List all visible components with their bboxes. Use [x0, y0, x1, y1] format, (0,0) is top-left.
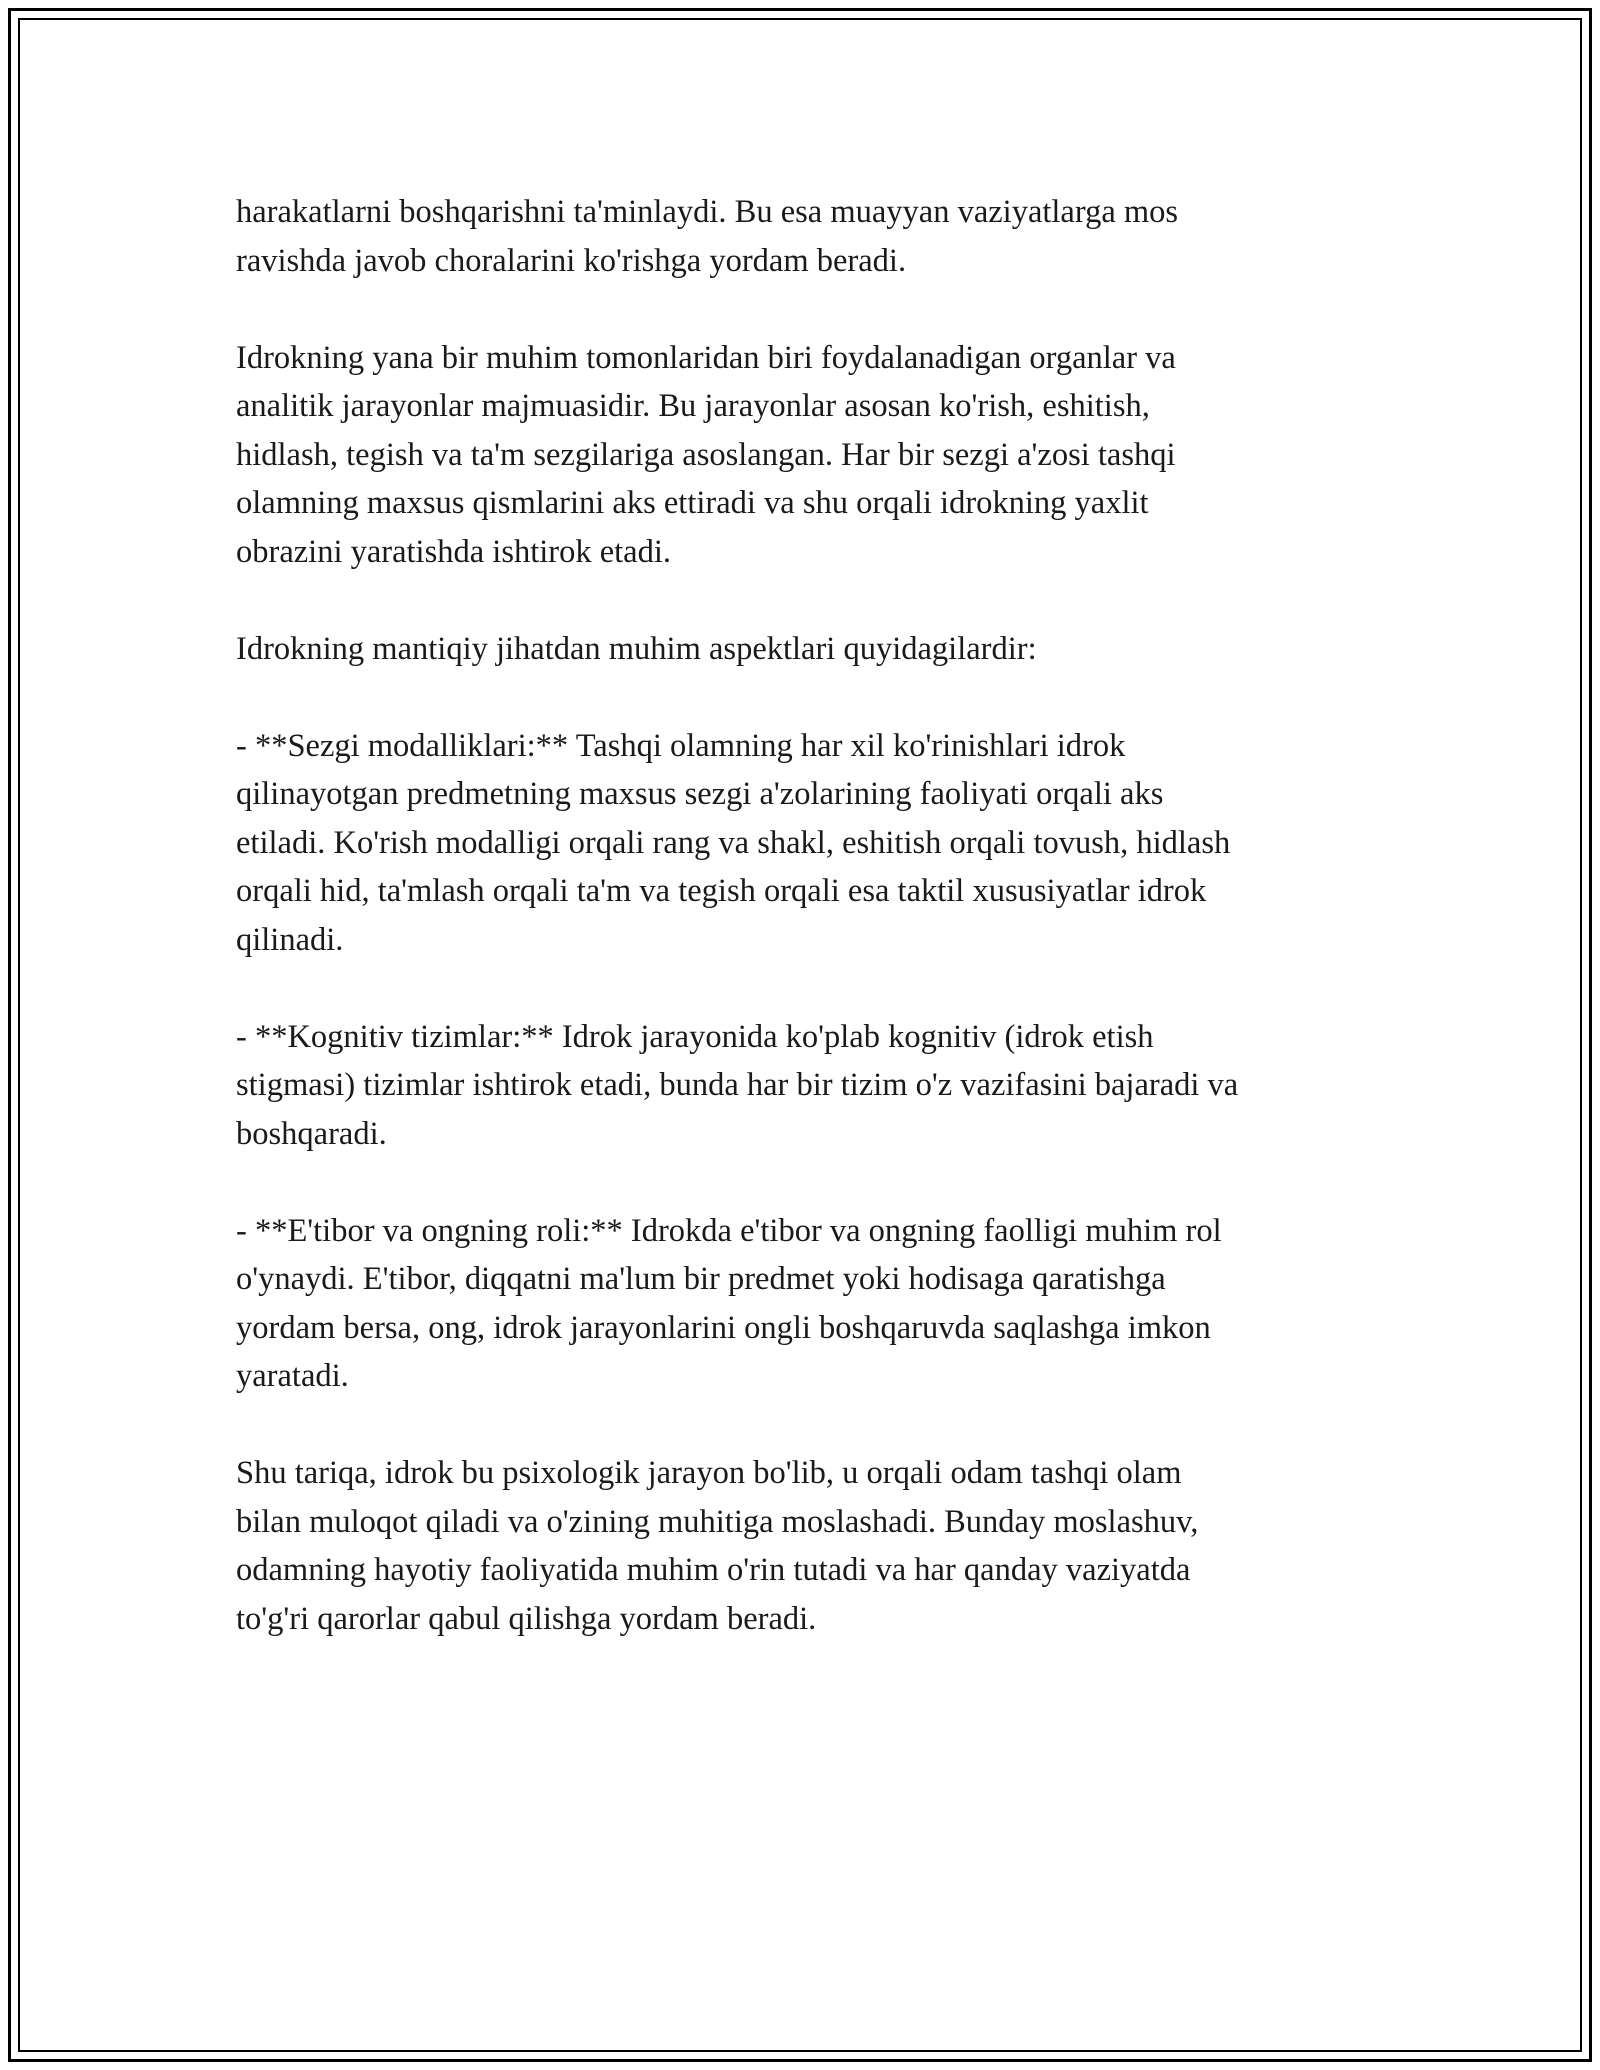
list-item-attention-consciousness: - **E'tibor va ongning roli:** Idrokda e'tibor va ongning faolligi muhim rol o'ynaydi. E'tibor, diqqatni ma'lum bir predmet yoki hodisaga qaratishga yordam bersa, ong, idrok jarayonlarini ongli boshqaruvda saqlashga imkon yaratadi. [236, 1212, 1222, 1394]
list-item-cognitive-systems: - **Kognitiv tizimlar:** Idrok jarayonida ko'plab kognitiv (idrok etish stigmasi) tizimlar ishtirok etadi, bunda har bir tizim o'z vazifasini bajaradi va boshqaradi. [236, 1018, 1239, 1152]
list-item-sensory-modalities: - **Sezgi modalliklari:** Tashqi olamning har xil ko'rinishlari idrok qilinayotgan predmetning maxsus sezgi a'zolarining faoliyati orqali aks etiladi. Ko'rish modalligi orqali rang va shakl, eshitish orqali tovush, hidlash orqali hid, ta'mlash orqali ta'm va tegish orqali esa taktil xususiyatlar idrok qilinadi. [236, 727, 1231, 958]
document-body [236, 188, 1376, 1692]
paragraph-aspects-heading: Idrokning mantiqiy jihatdan muhim aspektlari quyidagilardir: [236, 630, 1037, 667]
paragraph-sense-organs: Idrokning yana bir muhim tomonlaridan biri foydalanadigan organlar va analitik jarayonlar majmuasidir. Bu jarayonlar asosan ko'rish, eshitish, hidlash, tegish va ta'm sezgilariga asoslangan. Har bir sezgi a'zosi tashqi olamning maxsus qismlarini aks ettiradi va shu orqali idrokning yaxlit obrazini yaratishda ishtirok etadi. [236, 339, 1176, 570]
paragraph-intro-continuation: harakatlarni boshqarishni ta'minlaydi. Bu esa muayyan vaziyatlarga mos ravishda javob choralarini ko'rishga yordam beradi. [236, 194, 1179, 279]
paragraph-conclusion: Shu tariqa, idrok bu psixologik jarayon bo'lib, u orqali odam tashqi olam bilan muloqot qiladi va o'zining muhitiga moslashadi. Bunday moslashuv, odamning hayotiy faoliyatida muhim o'rin tutadi va har qanday vaziyatda to'g'ri qarorlar qabul qilishga yordam beradi. [236, 1455, 1199, 1637]
